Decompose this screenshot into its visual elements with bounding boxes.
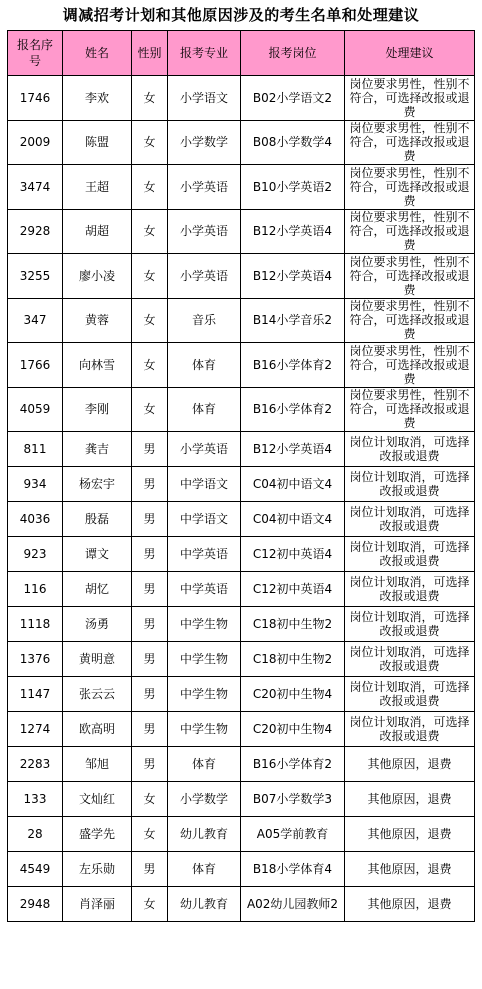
cell-gender: 男 [132, 677, 168, 712]
table-row [8, 887, 475, 922]
table-row [8, 712, 475, 747]
table-header-row [8, 31, 475, 76]
cell-major: 小学语文 [168, 76, 241, 121]
cell-note: 岗位计划取消，可选择改报或退费 [345, 642, 475, 677]
table-row [8, 387, 475, 432]
cell-name: 李欢 [63, 76, 132, 121]
table-row [8, 572, 475, 607]
cell-id: 2283 [8, 747, 63, 782]
cell-post: B12小学英语4 [241, 432, 345, 467]
cell-post: C04初中语文4 [241, 502, 345, 537]
cell-post: B10小学英语2 [241, 165, 345, 210]
cell-gender: 男 [132, 607, 168, 642]
cell-post: B16小学体育2 [241, 387, 345, 432]
cell-note: 岗位要求男性，性别不符合，可选择改报或退费 [345, 298, 475, 343]
table-row [8, 209, 475, 254]
cell-name: 盛学先 [63, 817, 132, 852]
cell-id: 3474 [8, 165, 63, 210]
cell-gender: 男 [132, 712, 168, 747]
cell-id: 3255 [8, 254, 63, 299]
cell-note: 岗位计划取消，可选择改报或退费 [345, 677, 475, 712]
cell-major: 中学生物 [168, 642, 241, 677]
cell-note: 岗位要求男性，性别不符合，可选择改报或退费 [345, 209, 475, 254]
cell-post: B16小学体育2 [241, 747, 345, 782]
cell-id: 1766 [8, 343, 63, 388]
table-row [8, 298, 475, 343]
cell-name: 李刚 [63, 387, 132, 432]
cell-gender: 男 [132, 642, 168, 677]
table-row [8, 852, 475, 887]
cell-name: 殷磊 [63, 502, 132, 537]
header-major: 报考专业 [168, 31, 241, 76]
cell-name: 王超 [63, 165, 132, 210]
cell-id: 4549 [8, 852, 63, 887]
cell-name: 胡忆 [63, 572, 132, 607]
cell-major: 幼儿教育 [168, 887, 241, 922]
cell-name: 谭文 [63, 537, 132, 572]
cell-name: 欧高明 [63, 712, 132, 747]
table-row [8, 607, 475, 642]
cell-post: C18初中生物2 [241, 607, 345, 642]
cell-note: 岗位要求男性，性别不符合，可选择改报或退费 [345, 254, 475, 299]
cell-gender: 女 [132, 120, 168, 165]
cell-post: A05学前教育 [241, 817, 345, 852]
cell-name: 文灿红 [63, 782, 132, 817]
cell-major: 中学生物 [168, 677, 241, 712]
cell-name: 黄明意 [63, 642, 132, 677]
cell-gender: 男 [132, 747, 168, 782]
header-gender: 性别 [132, 31, 168, 76]
cell-major: 小学英语 [168, 209, 241, 254]
cell-gender: 女 [132, 782, 168, 817]
cell-note: 岗位计划取消，可选择改报或退费 [345, 467, 475, 502]
cell-gender: 女 [132, 387, 168, 432]
cell-gender: 女 [132, 165, 168, 210]
cell-name: 邹旭 [63, 747, 132, 782]
cell-major: 中学英语 [168, 572, 241, 607]
cell-note: 岗位要求男性，性别不符合，可选择改报或退费 [345, 387, 475, 432]
cell-major: 小学数学 [168, 782, 241, 817]
cell-note: 岗位计划取消，可选择改报或退费 [345, 537, 475, 572]
cell-gender: 女 [132, 817, 168, 852]
cell-gender: 女 [132, 298, 168, 343]
candidate-table [7, 30, 475, 922]
cell-id: 28 [8, 817, 63, 852]
cell-name: 汤勇 [63, 607, 132, 642]
cell-note: 其他原因，退费 [345, 782, 475, 817]
cell-id: 1147 [8, 677, 63, 712]
table-row [8, 120, 475, 165]
cell-gender: 男 [132, 502, 168, 537]
cell-post: C20初中生物4 [241, 677, 345, 712]
cell-name: 向林雪 [63, 343, 132, 388]
cell-gender: 女 [132, 76, 168, 121]
cell-name: 左乐勋 [63, 852, 132, 887]
cell-id: 347 [8, 298, 63, 343]
cell-id: 2009 [8, 120, 63, 165]
cell-major: 体育 [168, 747, 241, 782]
cell-id: 4036 [8, 502, 63, 537]
cell-major: 小学英语 [168, 165, 241, 210]
cell-name: 张云云 [63, 677, 132, 712]
table-row [8, 677, 475, 712]
cell-major: 小学数学 [168, 120, 241, 165]
cell-gender: 女 [132, 254, 168, 299]
header-name: 姓名 [63, 31, 132, 76]
cell-post: C20初中生物4 [241, 712, 345, 747]
cell-major: 音乐 [168, 298, 241, 343]
cell-id: 2928 [8, 209, 63, 254]
cell-name: 胡超 [63, 209, 132, 254]
cell-post: B16小学体育2 [241, 343, 345, 388]
cell-id: 1274 [8, 712, 63, 747]
header-post: 报考岗位 [241, 31, 345, 76]
cell-name: 杨宏宇 [63, 467, 132, 502]
cell-id: 811 [8, 432, 63, 467]
table-row [8, 502, 475, 537]
cell-note: 岗位要求男性，性别不符合，可选择改报或退费 [345, 343, 475, 388]
cell-post: B18小学体育4 [241, 852, 345, 887]
cell-note: 岗位计划取消，可选择改报或退费 [345, 607, 475, 642]
cell-major: 体育 [168, 852, 241, 887]
cell-major: 体育 [168, 343, 241, 388]
cell-note: 岗位计划取消，可选择改报或退费 [345, 572, 475, 607]
cell-note: 其他原因，退费 [345, 817, 475, 852]
table-row [8, 537, 475, 572]
cell-note: 岗位计划取消，可选择改报或退费 [345, 712, 475, 747]
table-row [8, 782, 475, 817]
table-row [8, 432, 475, 467]
cell-note: 岗位要求男性，性别不符合，可选择改报或退费 [345, 165, 475, 210]
cell-gender: 男 [132, 467, 168, 502]
cell-post: A02幼儿园教师2 [241, 887, 345, 922]
cell-id: 116 [8, 572, 63, 607]
table-row [8, 642, 475, 677]
table-row [8, 254, 475, 299]
cell-note: 岗位计划取消，可选择改报或退费 [345, 432, 475, 467]
cell-gender: 男 [132, 537, 168, 572]
cell-id: 4059 [8, 387, 63, 432]
cell-gender: 男 [132, 572, 168, 607]
cell-note: 其他原因，退费 [345, 852, 475, 887]
page-title: 调减招考计划和其他原因涉及的考生名单和处理建议 [62, 6, 420, 24]
cell-post: B02小学语文2 [241, 76, 345, 121]
cell-id: 923 [8, 537, 63, 572]
table-row [8, 76, 475, 121]
cell-major: 中学生物 [168, 712, 241, 747]
table-row [8, 467, 475, 502]
cell-gender: 女 [132, 343, 168, 388]
cell-gender: 男 [132, 852, 168, 887]
cell-post: C18初中生物2 [241, 642, 345, 677]
cell-major: 小学英语 [168, 254, 241, 299]
cell-major: 中学语文 [168, 502, 241, 537]
cell-major: 中学语文 [168, 467, 241, 502]
table-row [8, 817, 475, 852]
cell-name: 肖泽丽 [63, 887, 132, 922]
cell-id: 2948 [8, 887, 63, 922]
cell-major: 幼儿教育 [168, 817, 241, 852]
cell-gender: 女 [132, 209, 168, 254]
cell-note: 其他原因，退费 [345, 747, 475, 782]
cell-post: B07小学数学3 [241, 782, 345, 817]
cell-major: 中学英语 [168, 537, 241, 572]
cell-gender: 女 [132, 887, 168, 922]
cell-note: 其他原因，退费 [345, 887, 475, 922]
cell-post: B12小学英语4 [241, 254, 345, 299]
cell-name: 龚吉 [63, 432, 132, 467]
table-row [8, 343, 475, 388]
cell-gender: 男 [132, 432, 168, 467]
cell-name: 陈盟 [63, 120, 132, 165]
cell-post: C12初中英语4 [241, 572, 345, 607]
cell-post: B08小学数学4 [241, 120, 345, 165]
cell-name: 廖小凌 [63, 254, 132, 299]
cell-post: B12小学英语4 [241, 209, 345, 254]
header-id: 报名序号 [8, 31, 63, 76]
cell-id: 934 [8, 467, 63, 502]
cell-id: 1376 [8, 642, 63, 677]
cell-id: 133 [8, 782, 63, 817]
cell-post: C04初中语文4 [241, 467, 345, 502]
table-row [8, 747, 475, 782]
cell-id: 1746 [8, 76, 63, 121]
cell-id: 1118 [8, 607, 63, 642]
cell-note: 岗位计划取消，可选择改报或退费 [345, 502, 475, 537]
cell-post: B14小学音乐2 [241, 298, 345, 343]
cell-name: 黄蓉 [63, 298, 132, 343]
cell-major: 中学生物 [168, 607, 241, 642]
cell-note: 岗位要求男性，性别不符合，可选择改报或退费 [345, 120, 475, 165]
header-note: 处理建议 [345, 31, 475, 76]
cell-major: 小学英语 [168, 432, 241, 467]
cell-major: 体育 [168, 387, 241, 432]
cell-post: C12初中英语4 [241, 537, 345, 572]
cell-note: 岗位要求男性，性别不符合，可选择改报或退费 [345, 76, 475, 121]
table-body [8, 76, 475, 922]
table-row [8, 165, 475, 210]
